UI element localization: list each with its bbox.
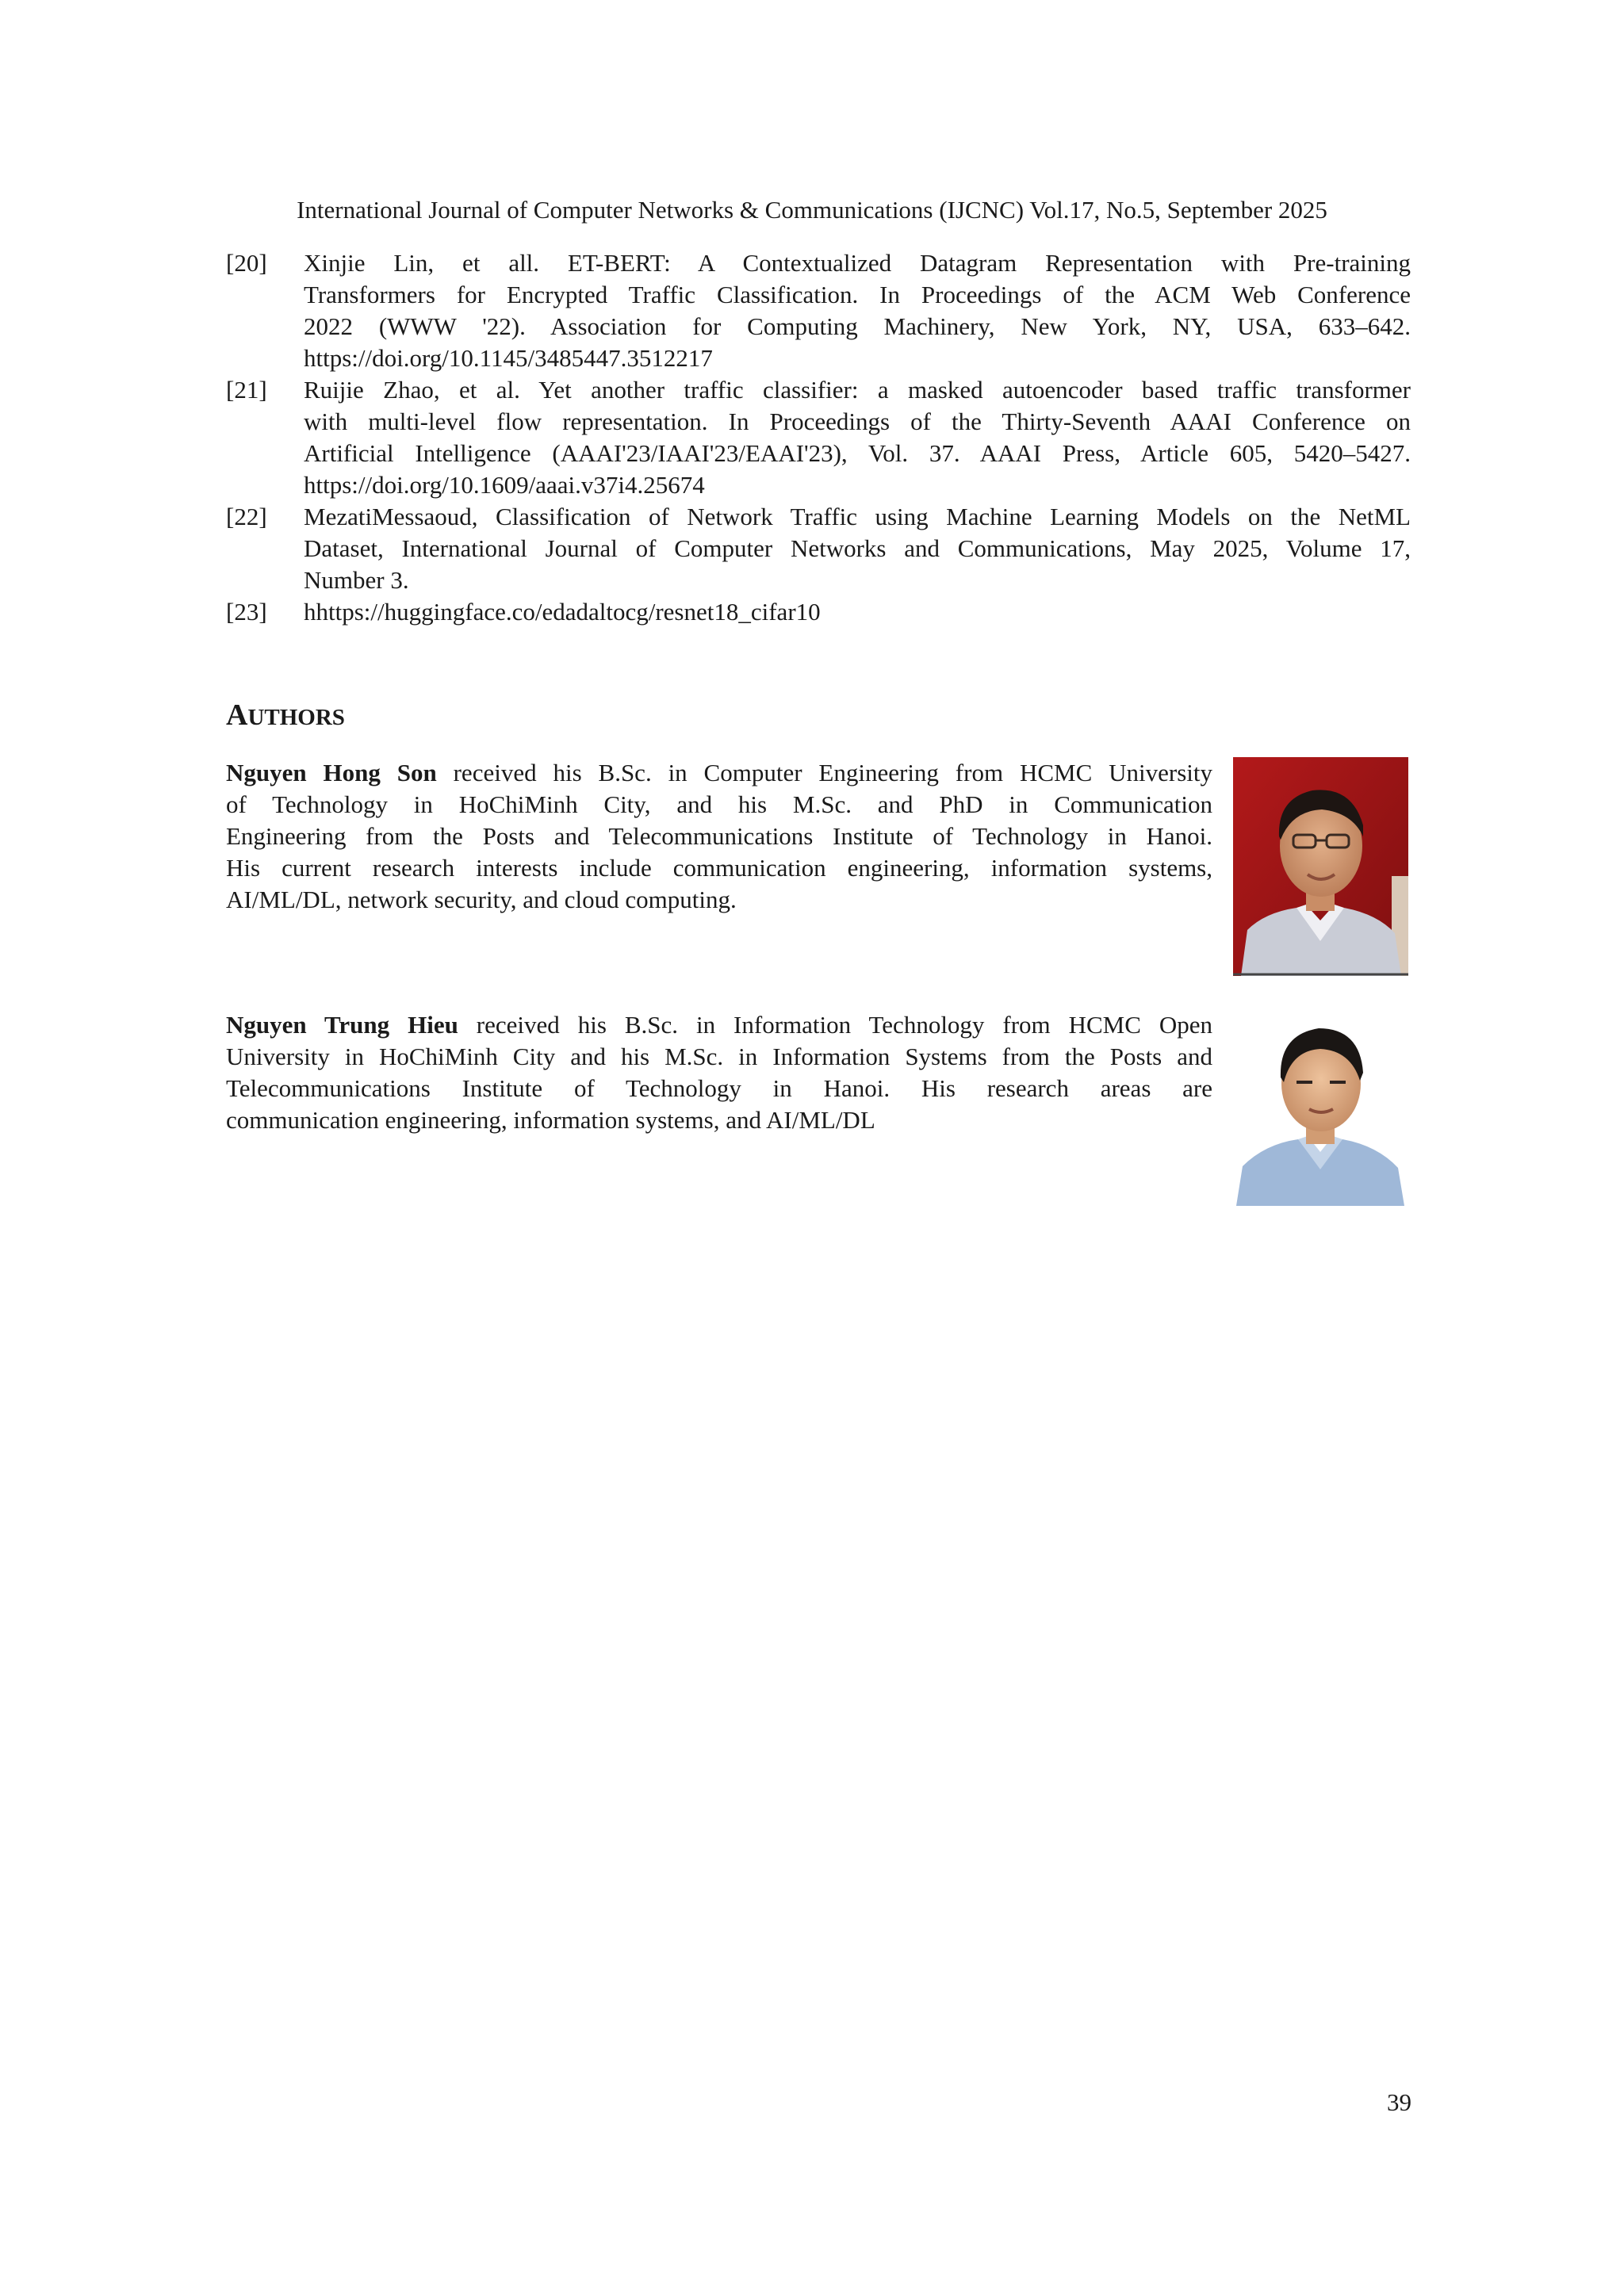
reference-item	[226, 501, 1411, 596]
reference-doi-link[interactable]: https://doi.org/10.1609/aaai.v37i4.25674	[304, 471, 705, 499]
reference-text-line: with multi-level flow representation. In Proceedings of the Thirty-Seventh AAAI Conference on	[304, 408, 1411, 435]
running-header: International Journal of Computer Networks & Communications (IJCNC) Vol.17, No.5, September 2025	[297, 196, 1327, 224]
author-bio-line: communication engineering, information systems, and AI/ML/DL	[226, 1106, 875, 1134]
reference-item	[226, 374, 1411, 501]
reference-item	[226, 247, 1411, 374]
authors-section-heading	[226, 698, 345, 735]
reference-number: [20]	[226, 249, 267, 277]
author-name: Nguyen Hong Son	[226, 759, 437, 786]
author-bio-line: AI/ML/DL, network security, and cloud computing.	[226, 886, 737, 913]
reference-url-link[interactable]: hhttps://huggingface.co/edadaltocg/resnet18_cifar10	[304, 598, 821, 626]
author-bio-text: received his B.Sc. in Information Technology from HCMC Open	[476, 1011, 1213, 1039]
reference-text-line: Transformers for Encrypted Traffic Classification. In Proceedings of the ACM Web Conference	[304, 281, 1411, 308]
heading-rest: UTHORS	[247, 705, 345, 730]
author-bio-line: Engineering from the Posts and Telecommunications Institute of Technology in Hanoi.	[226, 822, 1212, 850]
reference-text-line: Dataset, International Journal of Computer Networks and Communications, May 2025, Volume 17,	[304, 534, 1411, 562]
reference-item	[226, 596, 1411, 628]
reference-text-line: Ruijie Zhao, et al. Yet another traffic classifier: a masked autoencoder based traffic transformer	[304, 376, 1411, 404]
author-portrait-image	[1233, 757, 1408, 976]
author-bio-line	[226, 757, 1212, 789]
author-bio	[226, 757, 1212, 916]
author-bio-line: His current research interests include communication engineering, information systems,	[226, 854, 1212, 882]
page-number: 39	[1387, 2088, 1411, 2116]
reference-number: [21]	[226, 376, 267, 404]
reference-doi-link[interactable]: https://doi.org/10.1145/3485447.3512217	[304, 344, 713, 372]
reference-text-line: Xinjie Lin, et all. ET-BERT: A Contextualized Datagram Representation with Pre-training	[304, 249, 1411, 277]
author-photo	[1233, 1011, 1408, 1206]
reference-text-line: MezatiMessaoud, Classification of Network Traffic using Machine Learning Models on the NetML	[304, 503, 1411, 530]
author-name: Nguyen Trung Hieu	[226, 1011, 458, 1039]
reference-number: [23]	[226, 598, 267, 626]
author-bio-line: Telecommunications Institute of Technology in Hanoi. His research areas are	[226, 1074, 1212, 1102]
reference-text-line: Artificial Intelligence (AAAI'23/IAAI'23/EAAI'23), Vol. 37. AAAI Press, Article 605, 5420–5427.	[304, 439, 1411, 467]
reference-text-line: 2022 (WWW '22). Association for Computing Machinery, New York, NY, USA, 633–642.	[304, 312, 1411, 340]
author-bio-line	[226, 1009, 1212, 1041]
author-portrait-image	[1233, 1011, 1408, 1206]
author-bio-text: received his B.Sc. in Computer Engineering from HCMC University	[453, 759, 1212, 786]
reference-text-line: Number 3.	[304, 566, 409, 594]
author-bio-line: University in HoChiMinh City and his M.Sc. in Information Systems from the Posts and	[226, 1043, 1212, 1070]
heading-initial: A	[226, 698, 248, 732]
author-photo	[1233, 757, 1408, 976]
reference-number: [22]	[226, 503, 267, 530]
author-bio	[226, 1009, 1212, 1136]
reference-list	[226, 247, 1411, 628]
author-bio-line: of Technology in HoChiMinh City, and his M.Sc. and PhD in Communication	[226, 790, 1212, 818]
